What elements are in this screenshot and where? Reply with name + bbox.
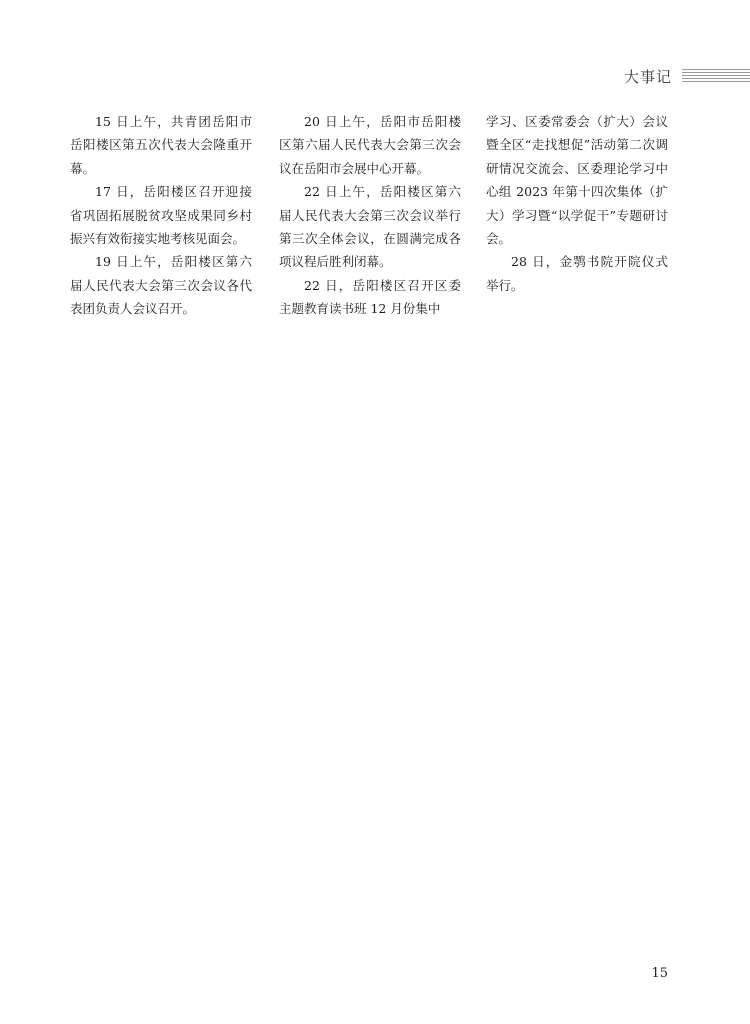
event-entry: 19 日上午，岳阳楼区第六届人民代表大会第三次会议各代表团负责人会议召开。 <box>70 254 252 317</box>
event-entry: 20 日上午，岳阳市岳阳楼区第六届人民代表大会第三次会议在岳阳市会展中心开幕。 <box>279 114 461 176</box>
event-entry: 15 日上午，共青团岳阳市岳阳楼区第五次代表大会隆重开幕。 <box>70 114 252 176</box>
event-entry: 22 日上午，岳阳楼区第六届人民代表大会第三次会议举行第三次全体会议，在圆满完成各项议程后胜利闭幕。 <box>279 184 461 270</box>
event-entry: 22 日，岳阳楼区召开区委主题教育读书班 12 月份集中 <box>279 277 461 317</box>
header-decorative-lines <box>682 69 750 83</box>
column-2 <box>279 110 461 321</box>
running-header <box>624 64 750 88</box>
event-entry: 17 日，岳阳楼区召开迎接省巩固拓展脱贫攻坚成果同乡村振兴有效衔接实地考核见面会。 <box>70 184 252 247</box>
column-3 <box>486 110 668 297</box>
event-entry: 28 日，金鹗书院开院仪式举行。 <box>486 254 668 293</box>
page-number: 15 <box>651 966 668 981</box>
event-entry-continuation: 学习、区委常委会（扩大）会议暨全区“走找想促”活动第二次调研情况交流会、区委理论学习中心组 2023 年第十四次集体（扩大）学习暨“以学促干”专题研讨会。 <box>486 114 668 247</box>
section-title: 大事记 <box>623 67 672 86</box>
column-1 <box>70 110 252 321</box>
